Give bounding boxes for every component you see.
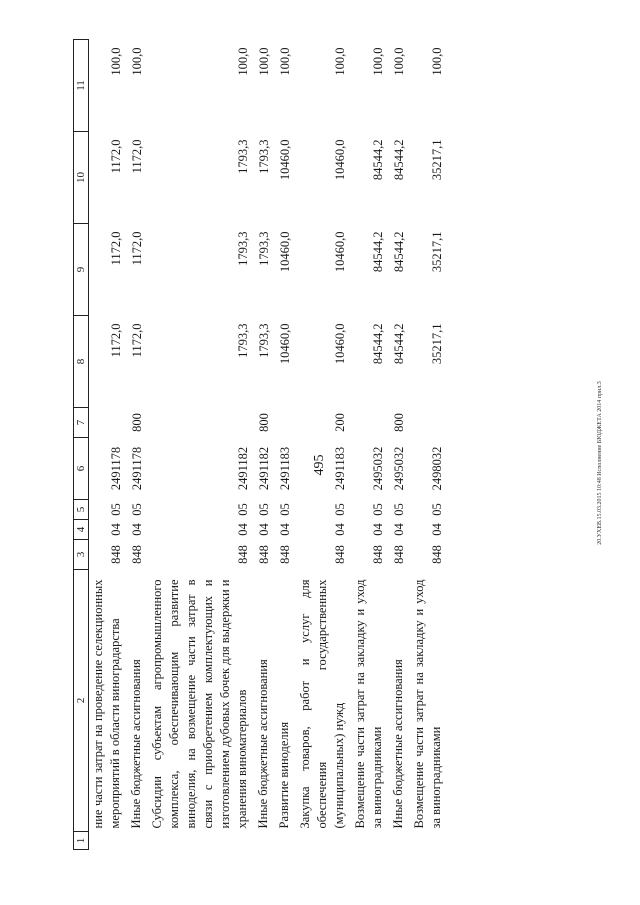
row-amount-c9: 1793,3 — [257, 231, 271, 266]
row-code-c5: 05 — [430, 503, 444, 516]
row-name: Иные бюджетные ассигнования — [256, 659, 270, 829]
row-name: Возмещение части затрат на закладку и уход за виноградниками — [412, 579, 443, 829]
table-row — [389, 40, 410, 850]
row-code-c3: 848 — [392, 545, 406, 564]
row-code-c5: 05 — [257, 503, 271, 516]
row-code-c4: 04 — [430, 523, 444, 536]
row-code-c7 — [148, 408, 254, 438]
col-header: 4 — [74, 520, 89, 540]
row-name: ние части затрат на проведение селекционных мероприятий в области виноградарства — [91, 579, 122, 829]
row-code-c3: 848 — [430, 545, 444, 564]
row-cell-empty — [410, 832, 448, 850]
row-code-c6: 2491178 — [130, 446, 144, 491]
row-amount-c10: 35217,1 — [430, 139, 444, 181]
row-code-c6: 2491183 — [333, 446, 347, 491]
row-amount-c9: 10460,0 — [333, 231, 347, 273]
row-code-c5: 05 — [333, 503, 347, 516]
col-header: 2 — [74, 570, 89, 832]
row-code-c6: 2491182 — [257, 446, 271, 491]
row-code-c7: 800 — [257, 413, 271, 432]
col-header: 10 — [74, 132, 89, 224]
row-amount-c11: 100,0 — [278, 47, 292, 76]
row-code-c4: 04 — [278, 523, 292, 536]
row-code-c6: 2498032 — [430, 446, 444, 491]
row-amount-c9: 1793,3 — [236, 231, 250, 266]
budget-table-page — [73, 40, 593, 850]
row-cell-empty — [148, 832, 254, 850]
row-code-c6: 2495032 — [371, 446, 385, 491]
table-row — [351, 40, 389, 850]
row-amount-c8: 84544,2 — [371, 323, 385, 365]
col-header: 1 — [74, 832, 89, 850]
row-amount-c10: 84544,2 — [392, 139, 406, 181]
row-amount-c9: 35217,1 — [430, 231, 444, 273]
row-code-c7 — [89, 408, 128, 438]
col-header: 6 — [74, 438, 89, 500]
row-code-c7: 200 — [333, 413, 347, 432]
row-amount-c11: 100,0 — [392, 47, 406, 76]
row-code-c6: 2491178 — [109, 446, 123, 491]
row-code-c4: 04 — [392, 523, 406, 536]
row-amount-c10: 1793,3 — [236, 139, 250, 174]
row-code-c5: 05 — [392, 503, 406, 516]
row-amount-c11: 100,0 — [109, 47, 123, 76]
row-cell-empty — [389, 832, 410, 850]
row-amount-c9: 10460,0 — [278, 231, 292, 273]
row-amount-c11: 100,0 — [333, 47, 347, 76]
row-code-c6: 2491182 — [236, 446, 250, 491]
row-code-c7 — [351, 408, 389, 438]
row-cell-empty — [127, 832, 148, 850]
row-amount-c11: 100,0 — [236, 47, 250, 76]
row-amount-c10: 1172,0 — [109, 139, 123, 174]
row-code-c3: 848 — [236, 545, 250, 564]
footer-stamp: 20.УХЕВ.15.03.2015 10:48 Исполнение БЮДЖЕТА 2014 прил.3 — [597, 381, 603, 545]
row-code-c7: 800 — [130, 413, 144, 432]
row-amount-c10: 10460,0 — [333, 139, 347, 181]
table-row — [89, 40, 128, 850]
row-cell-empty — [351, 832, 389, 850]
row-amount-c10: 1793,3 — [257, 139, 271, 174]
row-code-c5: 05 — [130, 503, 144, 516]
col-header: 8 — [74, 316, 89, 408]
row-amount-c9: 84544,2 — [392, 231, 406, 273]
row-name: Иные бюджетные ассигнования — [391, 659, 405, 829]
row-amount-c8: 35217,1 — [430, 323, 444, 365]
row-amount-c10: 84544,2 — [371, 139, 385, 181]
row-amount-c10: 1172,0 — [130, 139, 144, 174]
row-amount-c8: 84544,2 — [392, 323, 406, 365]
row-amount-c11: 100,0 — [257, 47, 271, 76]
row-amount-c8: 1172,0 — [130, 323, 144, 358]
row-code-c3: 848 — [109, 545, 123, 564]
row-amount-c10: 10460,0 — [278, 139, 292, 181]
row-amount-c8: 10460,0 — [278, 323, 292, 365]
row-name: Субсидии субъектам агропромышленного комплекса, обеспечивающим развитие виноделия, на возмещение части затрат в связи с приобретением комплектующих и изготовлением дубовых бочек для выдержки и хранения виноматериалов — [150, 579, 249, 829]
col-header: 9 — [74, 224, 89, 316]
row-amount-c8: 1793,3 — [257, 323, 271, 358]
table-row — [296, 40, 351, 850]
col-header: 11 — [74, 40, 89, 132]
row-code-c7: 800 — [392, 413, 406, 432]
row-code-c4: 04 — [371, 523, 385, 536]
row-name: Возмещение части затрат на закладку и уход за виноградниками — [353, 579, 384, 829]
col-header: 7 — [74, 408, 89, 438]
row-cell-empty — [296, 832, 351, 850]
row-code-c5: 05 — [278, 503, 292, 516]
row-amount-c8: 1172,0 — [109, 323, 123, 358]
page-number: 495 — [312, 454, 327, 476]
row-code-c7 — [275, 408, 296, 438]
row-amount-c11: 100,0 — [430, 47, 444, 76]
budget-table — [73, 39, 448, 850]
table-row — [410, 40, 448, 850]
row-code-c5: 05 — [109, 503, 123, 516]
table-row — [275, 40, 296, 850]
row-name: Иные бюджетные ассигнования — [129, 659, 143, 829]
table-row — [254, 40, 275, 850]
row-amount-c9: 1172,0 — [130, 231, 144, 266]
row-code-c4: 04 — [257, 523, 271, 536]
row-code-c3: 848 — [371, 545, 385, 564]
row-amount-c11: 100,0 — [130, 47, 144, 76]
row-code-c4: 04 — [109, 523, 123, 536]
row-name: Закупка товаров, работ и услуг для обеспечения государственных (муниципальных) нужд — [298, 579, 346, 829]
col-header: 5 — [74, 500, 89, 520]
row-code-c4: 04 — [130, 523, 144, 536]
row-code-c3: 848 — [130, 545, 144, 564]
row-code-c6: 2491183 — [278, 446, 292, 491]
row-cell-empty — [254, 832, 275, 850]
row-code-c3: 848 — [333, 545, 347, 564]
row-cell-empty — [89, 832, 128, 850]
row-code-c3: 848 — [278, 545, 292, 564]
row-amount-c9: 84544,2 — [371, 231, 385, 273]
table-row — [148, 40, 254, 850]
row-code-c7 — [410, 408, 448, 438]
row-code-c5: 05 — [236, 503, 250, 516]
row-code-c4: 04 — [333, 523, 347, 536]
row-code-c4: 04 — [236, 523, 250, 536]
row-cell-empty — [275, 832, 296, 850]
table-row — [127, 40, 148, 850]
row-amount-c11: 100,0 — [371, 47, 385, 76]
col-header: 3 — [74, 540, 89, 570]
row-code-c6: 2495032 — [392, 446, 406, 491]
row-name: Развитие виноделия — [277, 721, 291, 829]
row-amount-c9: 1172,0 — [109, 231, 123, 266]
row-amount-c8: 1793,3 — [236, 323, 250, 358]
row-amount-c8: 10460,0 — [333, 323, 347, 365]
column-header-row — [74, 40, 89, 850]
row-code-c5: 05 — [371, 503, 385, 516]
row-code-c3: 848 — [257, 545, 271, 564]
